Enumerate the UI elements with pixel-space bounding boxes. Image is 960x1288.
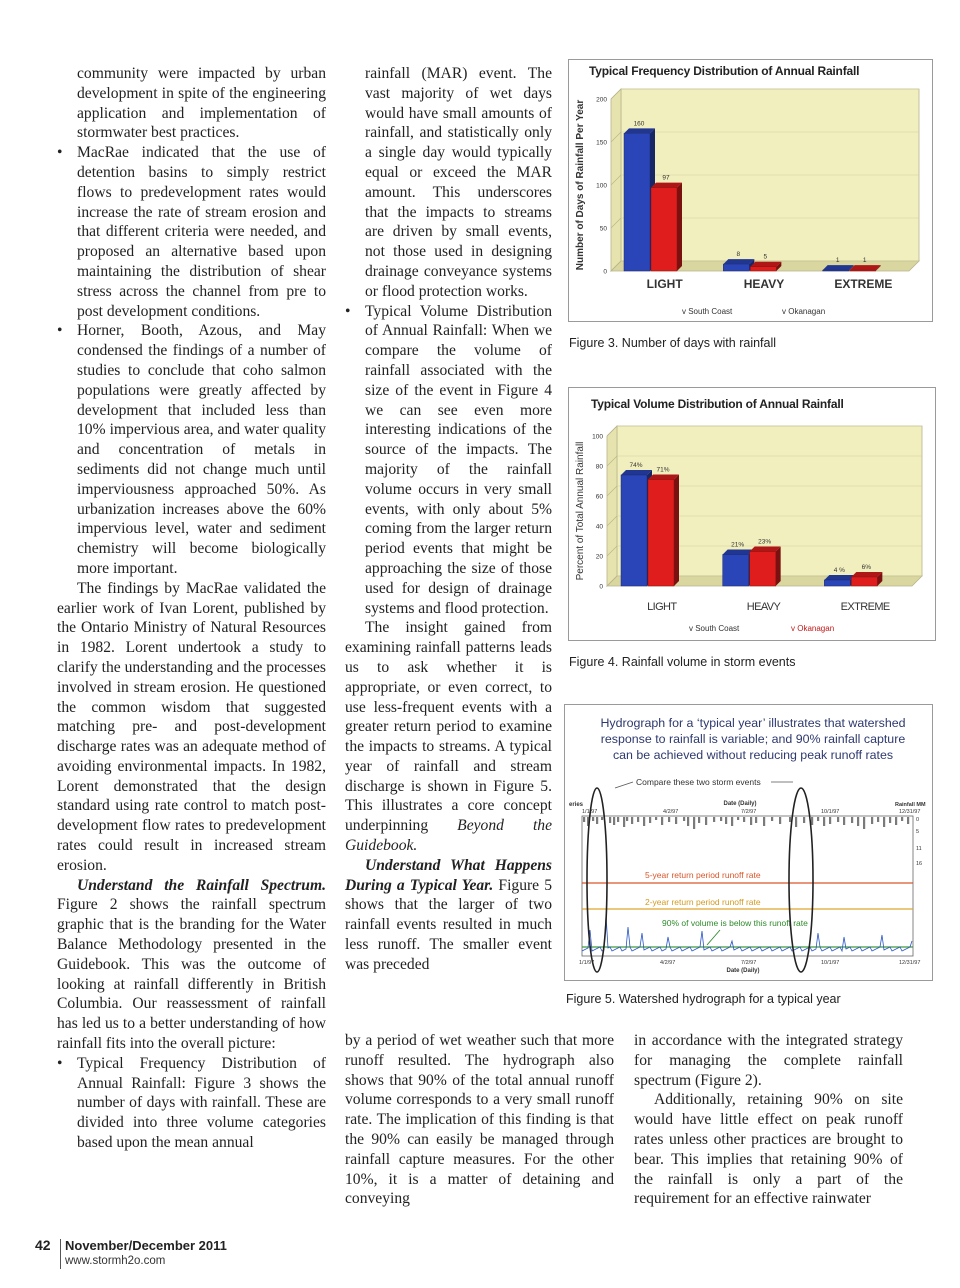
rainfall-bar — [779, 817, 781, 824]
paragraph-text: Figure 2 shows the rainfall spectrum graphic that is the branding for the Water Balance Methodology presented in the Guidebook. This was the outcome of looking at rainfall differently in British Columbia. Our reassessment of rainfall has led us to a better understanding of how rainfall fits into the overall picture: — [57, 896, 326, 1053]
bar-side — [776, 547, 781, 587]
rainfall-bar — [617, 817, 619, 822]
rainfall-bar — [613, 817, 615, 825]
compare-arrow — [615, 782, 633, 788]
ninety-percent-label: 90% of volume is below this runoff rate — [662, 918, 808, 928]
rainfall-bar — [683, 817, 685, 821]
rainfall-bar — [851, 817, 853, 823]
rainfall-bar — [883, 817, 885, 827]
bar-heavy-1 — [750, 267, 776, 271]
figure-4-caption: Figure 4. Rainfall volume in storm events — [569, 655, 796, 669]
bottom-axis-tick: 10/1/97 — [821, 960, 840, 966]
top-axis-title: Date (Daily) — [723, 801, 757, 807]
text-block-bottom-right — [634, 1031, 903, 1209]
rainfall-bar — [698, 817, 700, 823]
hydrograph-title-line-2: response to rainfall is variable; and 90% rainfall capture — [600, 732, 906, 746]
figure-3-caption: Figure 3. Number of days with rainfall — [569, 336, 777, 350]
section-heading: Understand the Rainfall Spectrum. — [77, 876, 326, 894]
paragraph: community were impacted by urban development in spite of the engineering application and implementation of stormwater best practices. — [77, 65, 326, 142]
chart-title: Typical Volume Distribution of Annual Rainfall — [591, 397, 844, 411]
y-tick-label: 150 — [596, 139, 607, 147]
rainfall-bar — [643, 817, 645, 826]
bar-top — [851, 572, 882, 577]
rainfall-bar — [895, 817, 897, 825]
rainfall-tick: 16 — [916, 861, 923, 867]
data-label: 23% — [758, 538, 772, 546]
paragraph: rainfall (MAR) event. The vast majority of wet days would have small amounts of rainfall, and statistically only a single day would typically equal or exceed the MAR amount. This underscores that the impacts to streams are driven by small events, not those used in designing drainage conveyance systems or flood protection works. — [365, 65, 552, 300]
y-axis-label: Number of Days of Rainfall Per Year — [575, 99, 586, 271]
data-label: 97 — [662, 174, 670, 182]
y-tick-label: 50 — [599, 225, 607, 233]
legend-entry: v Okanagan — [782, 307, 826, 316]
rainfall-bar — [725, 817, 727, 824]
chart-title: Typical Frequency Distribution of Annual Rainfall — [589, 64, 860, 78]
data-label: 8 — [736, 251, 741, 259]
rainfall-bar — [771, 817, 773, 821]
footer-divider — [60, 1239, 61, 1269]
text-column-left — [57, 64, 326, 1153]
bullet-item: • MacRae indicated that the use of detention basins to simply restrict flows to predevelopment rates would increase the rate of stream erosion and that different criteria were needed, and proposed an alternative based upon maintaining the distribution of shear stress across the channel from pre to post development conditions. — [57, 143, 326, 321]
rainfall-bar — [863, 817, 865, 829]
issue-date: November/December 2011 — [65, 1238, 227, 1253]
rainfall-axis-label: Rainfall MM — [895, 802, 926, 808]
bullet-item: • Typical Volume Distribution of Annual Rainfall: When we compare the volume of rainfall associated with the size of the event in Figure 4 we can see even more interesting indications of the source of the impacts. The majority of the rainfall volume occurs in very small events, with only about 5% coming from the larger return period events that might be approaching the size of those used for design of drainage systems and flood protection. — [345, 302, 552, 619]
top-axis-tick: 1/1/97 — [582, 809, 598, 815]
y-tick-label: 200 — [596, 96, 607, 104]
bar-top — [723, 550, 754, 555]
bar-heavy-0 — [723, 555, 749, 587]
top-axis-end-date: 12/31/97 — [899, 809, 921, 815]
text-column-middle — [345, 64, 552, 975]
data-label: 21% — [731, 541, 745, 549]
rainfall-bar — [755, 817, 757, 823]
bar-side — [677, 183, 682, 271]
rainfall-bar — [823, 817, 825, 826]
top-axis-tick: 4/2/97 — [663, 809, 679, 815]
rainfall-bar — [871, 817, 873, 824]
rainfall-bar — [583, 817, 585, 822]
rainfall-bar — [655, 817, 657, 820]
top-axis-tick: 7/2/97 — [741, 809, 757, 815]
bar-top — [850, 265, 881, 270]
text-block-bottom-left — [345, 1031, 614, 1209]
bottom-axis-tick: 4/2/97 — [660, 960, 676, 966]
bar-top — [750, 262, 781, 267]
rainfall-bar — [737, 817, 739, 820]
rainfall-bar — [743, 817, 745, 822]
rainfall-bar — [631, 817, 633, 824]
rainfall-tick: 11 — [916, 846, 922, 852]
bottom-axis-title: Date (Daily) — [726, 968, 760, 974]
rainfall-bar — [592, 817, 594, 821]
rainfall-bar — [829, 817, 831, 824]
data-label: 5 — [763, 253, 768, 261]
category-label: EXTREME — [840, 601, 890, 613]
bar-light-1 — [651, 188, 677, 271]
volume-bar-chart — [569, 388, 935, 640]
paragraph: in accordance with the integrated strategy for managing the complete rainfall spectrum (Figure 2). — [634, 1032, 903, 1089]
frequency-bar-chart — [569, 60, 932, 321]
rainfall-bar — [601, 817, 603, 820]
hydrograph-title-line-1: Hydrograph for a ‘typical year’ illustrates that watershed — [600, 716, 906, 730]
five-year-runoff-label: 5-year return period runoff rate — [645, 870, 761, 880]
rainfall-bar — [803, 817, 805, 823]
rainfall-bar — [789, 817, 791, 822]
paragraph — [345, 856, 552, 975]
bar-side — [674, 475, 679, 587]
hydrograph-plot-area — [582, 816, 913, 956]
bar-top — [651, 183, 682, 188]
data-label: 4 % — [833, 567, 845, 574]
bar-light-1 — [648, 480, 674, 587]
book-title: Beyond the Guidebook. — [345, 817, 552, 855]
figure-5-caption: Figure 5. Watershed hydrograph for a typical year — [566, 992, 841, 1006]
rainfall-bar — [596, 817, 598, 824]
y-tick-label: 40 — [595, 523, 603, 531]
bar-top — [621, 470, 652, 475]
figure-5-hydrograph — [564, 704, 933, 981]
section-heading: Understand What Happens During a Typical Year. — [345, 856, 552, 894]
rainfall-bar — [675, 817, 677, 824]
data-label: 1 — [862, 257, 867, 265]
rainfall-bar — [687, 817, 689, 826]
rainfall-bar — [649, 817, 651, 823]
bar-top — [723, 259, 754, 264]
bar-light-0 — [624, 133, 650, 271]
bar-top — [624, 128, 655, 133]
y-tick-label: 100 — [596, 182, 607, 190]
y-axis-label: Percent of Total Annual Rainfall — [575, 441, 586, 581]
page-number: 42 — [35, 1237, 51, 1253]
paragraph-text: The insight gained from examining rainfall patterns leads us to ask whether it is appropriate, or even correct, to use less-frequent events with a greater return period to examine the impacts to streams. A typical year of rainfall and stream discharge is shown in Figure 5. This illustrates a core concept underpinning — [345, 619, 552, 835]
paragraph-text: Figure 5 shows that the larger of two rainfall events resulted in much less runoff. The smaller event was preceded — [345, 876, 552, 973]
bullet-item: • Typical Frequency Distribution of Annual Rainfall: Figure 3 shows the number of days with rainfall. These are divided into three volume categories based upon the mean annual — [57, 1054, 326, 1153]
y-tick-label: 0 — [603, 268, 607, 276]
rainfall-bar — [609, 817, 611, 823]
bar-extreme-1 — [851, 577, 877, 586]
rainfall-bar — [837, 817, 839, 822]
rainfall-bar — [877, 817, 879, 822]
figure-3-chart — [568, 59, 933, 322]
y-tick-label: 100 — [592, 433, 603, 441]
rainfall-bar — [626, 817, 628, 821]
data-label: 74% — [629, 462, 643, 469]
figure-4-chart — [568, 387, 936, 641]
compare-label: Compare these two storm events — [636, 777, 761, 787]
bar-top — [823, 265, 854, 270]
bar-extreme-0 — [824, 580, 850, 586]
data-label: 1 — [835, 257, 840, 265]
legend-entry: v South Coast — [689, 624, 740, 633]
bottom-axis-tick: 7/2/97 — [741, 960, 757, 966]
rainfall-bar — [720, 817, 722, 821]
two-year-runoff-label: 2-year return period runoff rate — [645, 897, 761, 907]
rainfall-bar — [817, 817, 819, 821]
data-label: 160 — [633, 120, 645, 128]
paragraph — [57, 876, 326, 1054]
category-label: EXTREME — [834, 277, 893, 291]
rainfall-bar — [857, 817, 859, 826]
top-axis-series-label: eries — [569, 802, 584, 808]
rainfall-bar — [637, 817, 639, 822]
rainfall-tick: 5 — [916, 829, 920, 835]
category-label: HEAVY — [743, 277, 785, 291]
rainfall-bar — [795, 817, 797, 827]
rainfall-bar — [668, 817, 670, 822]
hydrograph-title-line-3: can be achieved without reducing peak runoff rates — [612, 748, 894, 762]
legend-entry: v South Coast — [682, 307, 733, 316]
rainfall-bar — [661, 817, 663, 825]
paragraph — [345, 618, 552, 856]
hydrograph-chart — [565, 705, 932, 980]
y-tick-label: 60 — [595, 493, 603, 501]
bottom-axis-tick: 12/31/97 — [899, 960, 921, 966]
rainfall-bar — [750, 817, 752, 825]
bar-heavy-0 — [723, 264, 749, 271]
category-label: LIGHT — [646, 277, 683, 291]
rainfall-bar — [889, 817, 891, 823]
bullet-item: • Horner, Booth, Azous, and May condensed the findings of a number of studies to conclude that coho salmon populations were greatly affected by development that included less than 10% impervious area, and water quality and concentration of metals in sediments did not change much until imperviousness approached 50%. As urbanization increases above the 60% impervious level, water and sediment chemistry will become biologically more important. — [57, 321, 326, 578]
paragraph: by a period of wet weather such that more runoff resulted. The hydrograph also shows that 90% of the total annual runoff volume corresponds to a very small runoff rate. The implication of this finding is that the 90% can easily be managed through rainfall capture measures. For the other 10%, it is a matter of detaining and conveying — [345, 1032, 614, 1208]
website-url: www.stormh2o.com — [65, 1255, 166, 1267]
category-label: HEAVY — [746, 601, 781, 613]
rainfall-bar — [843, 817, 845, 825]
bar-extreme-0 — [823, 270, 849, 271]
rainfall-bar — [763, 817, 765, 826]
rainfall-bar — [693, 817, 695, 829]
data-label: 6% — [861, 564, 872, 571]
rainfall-bar — [705, 817, 707, 825]
category-label: LIGHT — [647, 601, 677, 613]
rainfall-bar — [907, 817, 909, 824]
rainfall-bar — [713, 817, 715, 822]
legend-entry: v Okanagan — [791, 624, 835, 633]
y-tick-label: 80 — [595, 463, 603, 471]
data-label: 71% — [656, 466, 670, 474]
rainfall-bar — [623, 817, 625, 827]
paragraph: Additionally, retaining 90% on site would have little effect on peak runoff rates unless other practices are brought to bear. This implies that retaining 90% of the rainfall is only a part of the requirement for an effective rainwater — [634, 1091, 903, 1208]
paragraph: The findings by MacRae validated the earlier work of Ivan Lorent, published by the Ontario Ministry of Natural Resources in 1982. Lorent undertook a study to clarify the understanding and the processes involved in stream erosion. He questioned the common wisdom that suggested matching pre- and post-development discharge rates was an adequate method of avoiding environmental impacts. In 1982, Lorent demonstrated that the design standard using rate control to match post-development flow rates to predevelopment rates could result in increased stream erosion. — [57, 579, 326, 874]
y-tick-label: 0 — [599, 583, 603, 591]
bar-top — [824, 575, 855, 580]
bar-light-0 — [621, 475, 647, 586]
rainfall-tick: 0 — [916, 817, 920, 823]
rainfall-bar — [731, 817, 733, 826]
bar-extreme-1 — [850, 270, 876, 271]
y-tick-label: 20 — [595, 553, 603, 561]
rainfall-bar — [901, 817, 903, 821]
plot-side-wall — [607, 426, 617, 586]
top-axis-tick: 10/1/97 — [821, 809, 840, 815]
bottom-axis-tick: 1/1/97 — [579, 960, 595, 966]
bar-top — [750, 547, 781, 552]
bar-heavy-1 — [750, 552, 776, 587]
rainfall-bar — [811, 817, 813, 825]
bar-top — [648, 475, 679, 480]
